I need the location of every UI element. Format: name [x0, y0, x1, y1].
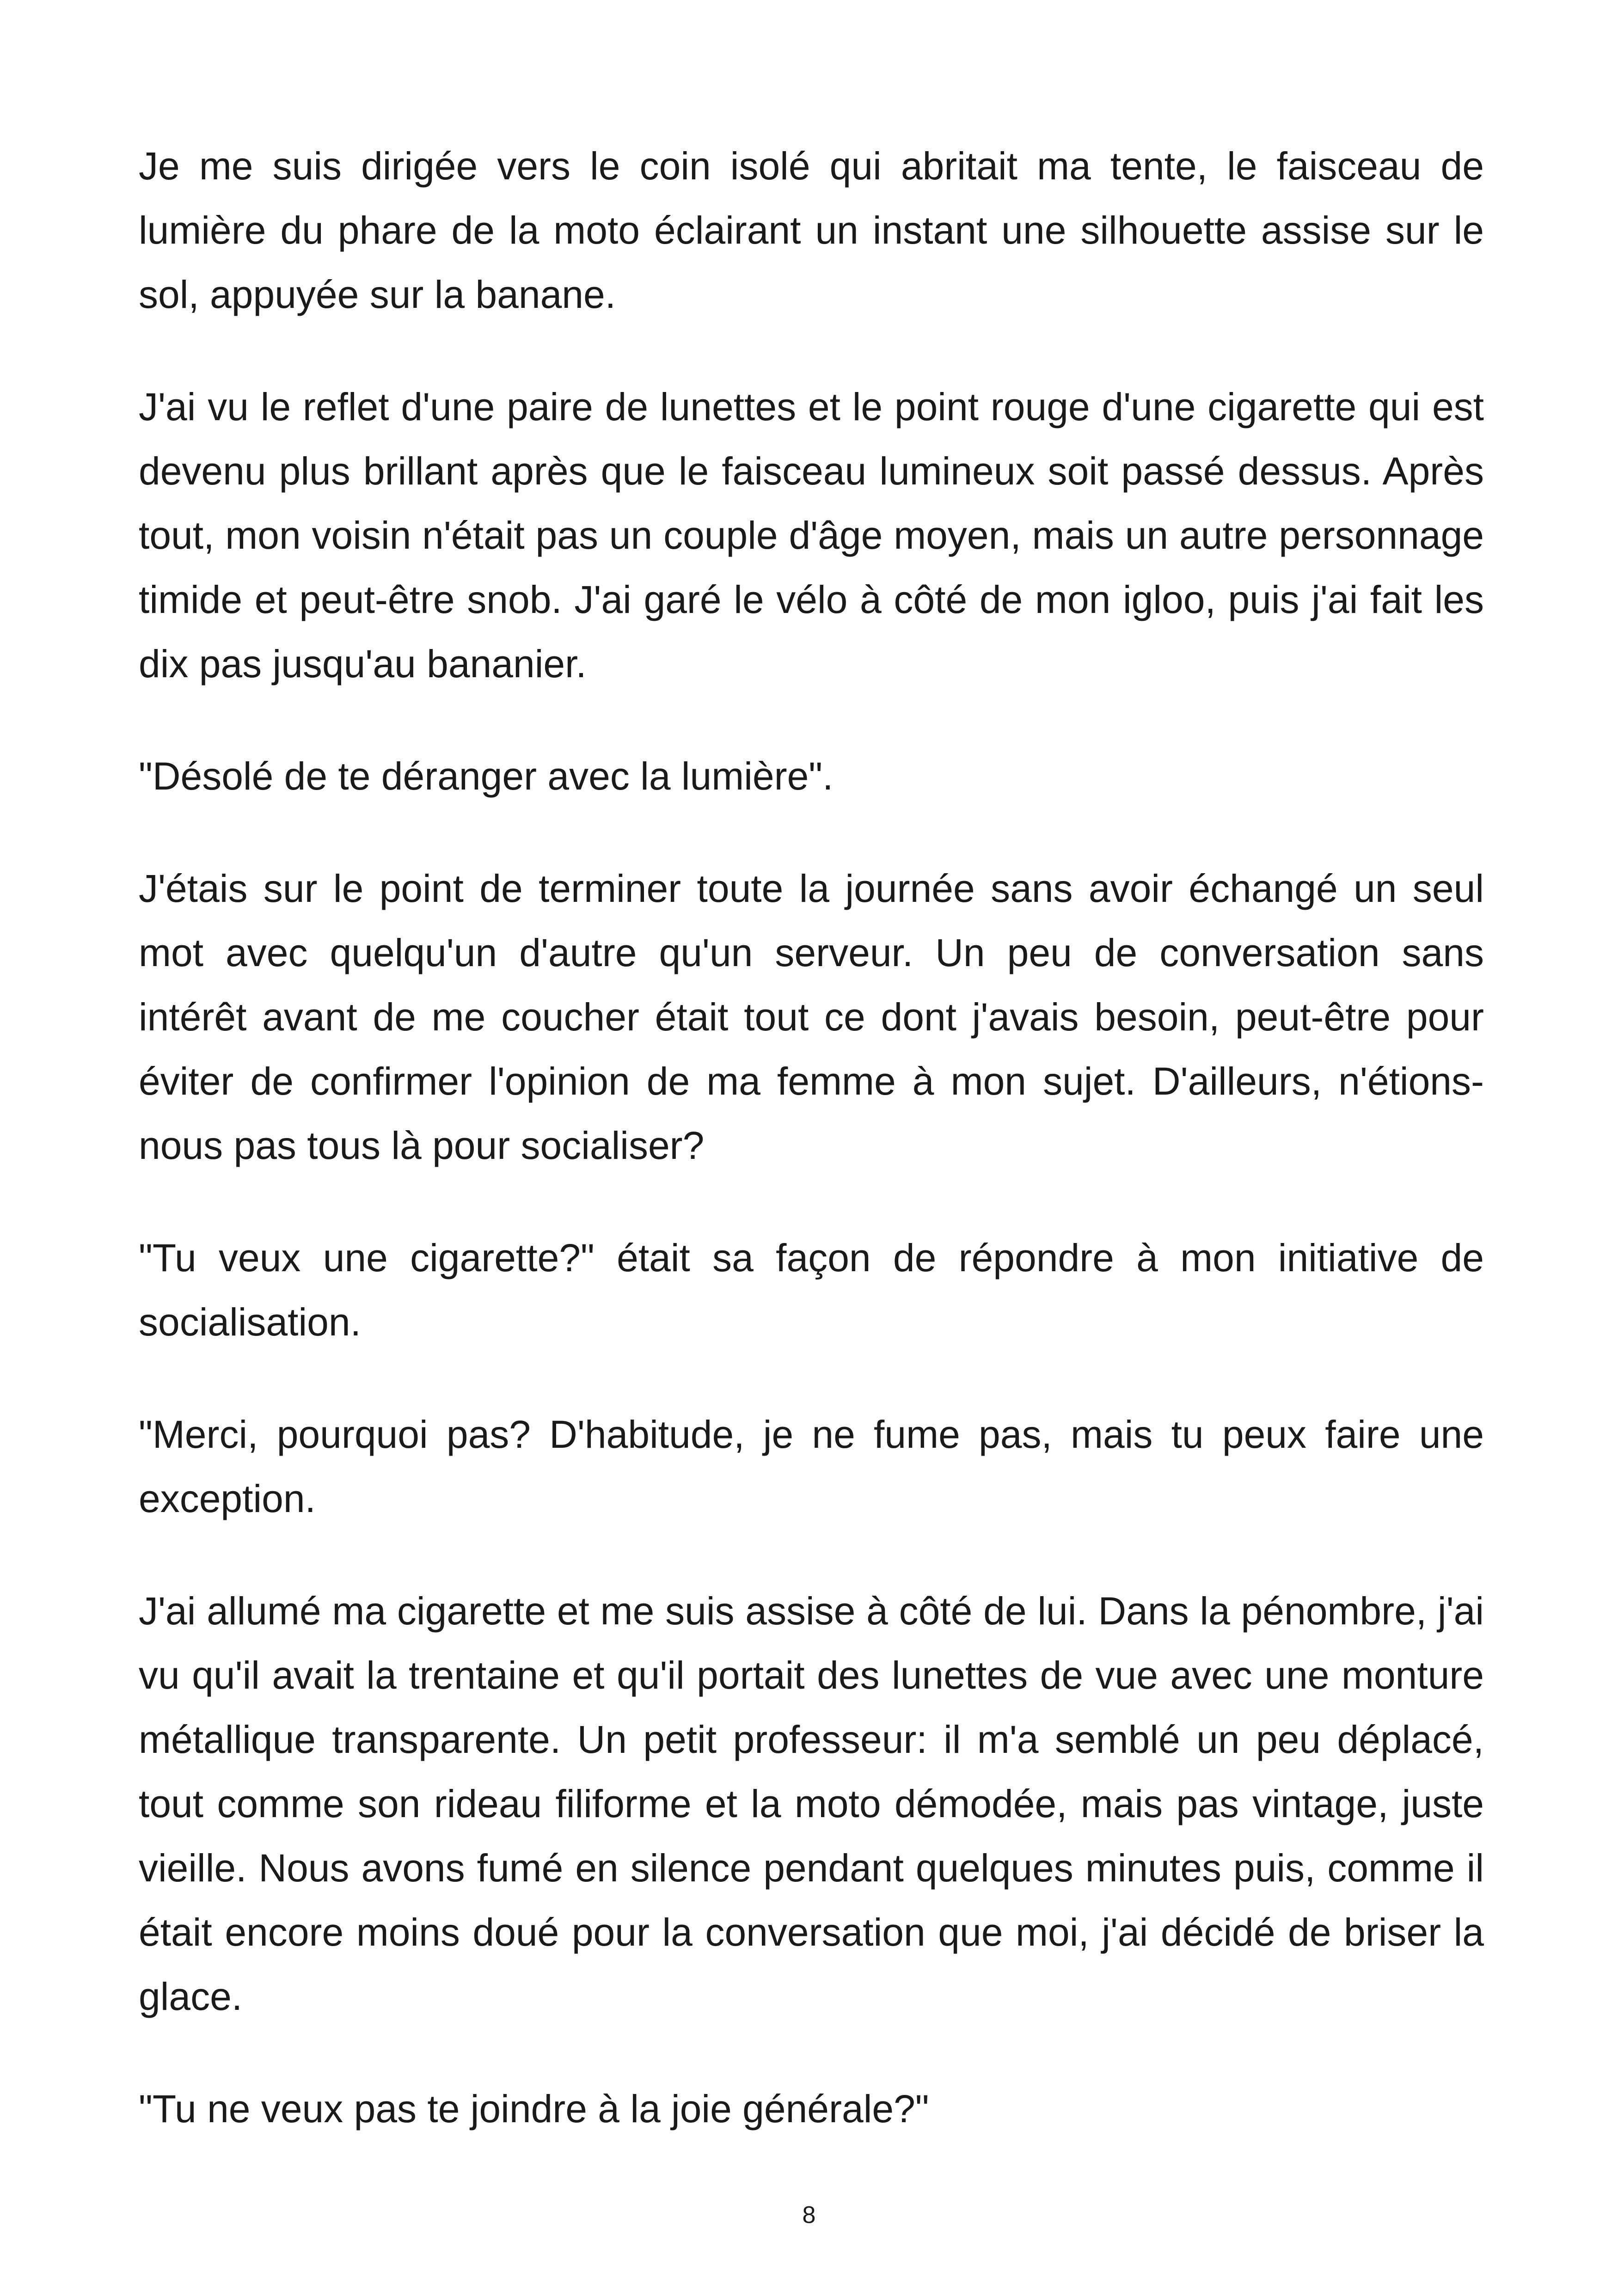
paragraph-1: Je me suis dirigée vers le coin isolé qui abritait ma tente, le faisceau de lumière du phare de la moto éclairant un instant une silhouette assise sur le sol, appuyée sur la banane. [139, 144, 1484, 316]
page-number: 8 [802, 2202, 816, 2229]
paragraph-3: "Désolé de te déranger avec la lumière". [139, 754, 834, 798]
body-text [139, 134, 1484, 2141]
paragraph-8: "Tu ne veux pas te joindre à la joie générale?" [139, 2087, 929, 2131]
paragraph-4: J'étais sur le point de terminer toute la journée sans avoir échangé un seul mot avec quelqu'un d'autre qu'un serveur. Un peu de conversation sans intérêt avant de me coucher était tout ce dont j'avais besoin, peut-être pour éviter de confirmer l'opinion de ma femme à mon sujet. D'ailleurs, n'étions-nous pas tous là pour socialiser? [139, 867, 1484, 1167]
paragraph-5: "Tu veux une cigarette?" était sa façon de répondre à mon initiative de socialisation. [139, 1236, 1484, 1344]
paragraph-7: J'ai allumé ma cigarette et me suis assise à côté de lui. Dans la pénombre, j'ai vu qu'il avait la trentaine et qu'il portait des lunettes de vue avec une monture métallique transparente. Un petit professeur: il m'a semblé un peu déplacé, tout comme son rideau filiforme et la moto démodée, mais pas vintage, juste vieille. Nous avons fumé en silence pendant quelques minutes puis, comme il était encore moins doué pour la conversation que moi, j'ai décidé de briser la glace. [139, 1589, 1484, 2018]
paragraph-6: "Merci, pourquoi pas? D'habitude, je ne fume pas, mais tu peux faire une exception. [139, 1413, 1484, 1520]
paragraph-2: J'ai vu le reflet d'une paire de lunettes et le point rouge d'une cigarette qui est devenu plus brillant après que le faisceau lumineux soit passé dessus. Après tout, mon voisin n'était pas un couple d'âge moyen, mais un autre personnage timide et peut-être snob. J'ai garé le vélo à côté de mon igloo, puis j'ai fait les dix pas jusqu'au bananier. [139, 385, 1484, 686]
